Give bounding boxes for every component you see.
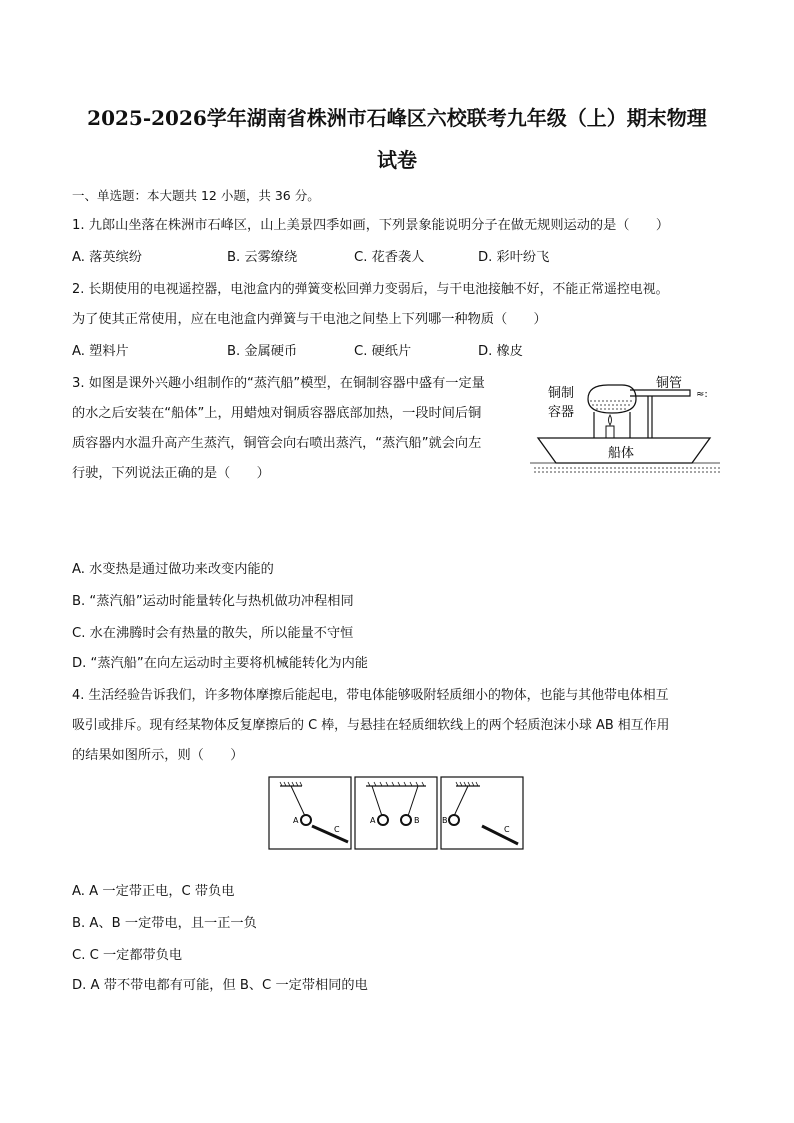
ball-b-2 bbox=[449, 815, 459, 825]
fig-label-hull: 船体 bbox=[608, 446, 635, 461]
q2-option-a: A. 塑料片 bbox=[72, 344, 129, 359]
q3-stem-line4: 行驶，下列说法正确的是（ ） bbox=[72, 466, 270, 481]
ball-a bbox=[301, 815, 311, 825]
q4-option-a: A. A 一定带正电，C 带负电 bbox=[72, 884, 235, 899]
steam-mark: ≈: bbox=[696, 389, 708, 400]
q3-stem-line1: 3. 如图是课外兴趣小组制作的“蒸汽船”模型，在铜制容器中盛有一定量 bbox=[72, 376, 485, 391]
q3-option-c: C. 水在沸腾时会有热量的散失，所以能量不守恒 bbox=[72, 626, 354, 641]
fig-label-tube: 铜管 bbox=[656, 376, 683, 391]
q2-option-b: B. 金属硬币 bbox=[227, 344, 298, 359]
fig-label-container-2: 容器 bbox=[548, 405, 575, 420]
q3-option-b: B. “蒸汽船”运动时能量转化与热机做功冲程相同 bbox=[72, 594, 354, 609]
fig-label-container-1: 铜制 bbox=[548, 386, 575, 401]
ball-b bbox=[401, 815, 411, 825]
q4-option-d: D. A 带不带电都有可能，但 B、C 一定带相同的电 bbox=[72, 978, 368, 993]
q1-option-b: B. 云雾缭绕 bbox=[227, 250, 298, 265]
q3-option-d: D. “蒸汽船”在向左运动时主要将机械能转化为内能 bbox=[72, 656, 368, 671]
q2-option-d: D. 橡皮 bbox=[478, 344, 523, 359]
q4-option-b: B. A、B 一定带电，且一正一负 bbox=[72, 916, 257, 931]
exam-title-line2: 试卷 bbox=[377, 148, 417, 172]
rod-c-2 bbox=[482, 826, 518, 844]
q1-option-d: D. 彩叶纷飞 bbox=[478, 250, 550, 265]
q3-option-a: A. 水变热是通过做功来改变内能的 bbox=[72, 562, 274, 577]
label-c: C bbox=[334, 825, 340, 834]
q2-stem-line2: 为了使其正常使用，应在电池盒内弹簧与干电池之间垫上下列哪一种物质（ ） bbox=[72, 312, 547, 327]
q4-stem-line1: 4. 生活经验告诉我们，许多物体摩擦后能起电，带电体能够吸附轻质细小的物体，也能与其他带电体相互 bbox=[72, 688, 669, 703]
q3-stem-line2: 的水之后安装在“船体”上，用蜡烛对铜质容器底部加热，一段时间后铜 bbox=[72, 406, 482, 421]
label-b-2: B bbox=[442, 816, 448, 825]
exam-title-line1: 2025-2026学年湖南省株洲市石峰区六校联考九年级（上）期末物理 bbox=[87, 106, 707, 130]
q3-stem-line3: 质容器内水温升高产生蒸汽，铜管会向右喷出蒸汽，“蒸汽船”就会向左 bbox=[72, 436, 482, 451]
q4-option-c: C. C 一定都带负电 bbox=[72, 948, 183, 963]
charged-balls-figure bbox=[268, 776, 528, 852]
rod-c bbox=[312, 826, 348, 842]
q2-stem-line1: 2. 长期使用的电视遥控器，电池盒内的弹簧变松回弹力变弱后，与干电池接触不好，不能正常遥控电视。 bbox=[72, 282, 669, 297]
label-a-2: A bbox=[370, 816, 376, 825]
q1-option-c: C. 花香袭人 bbox=[354, 250, 425, 265]
section-heading: 一、单选题：本大题共 12 小题，共 36 分。 bbox=[72, 188, 320, 203]
candle bbox=[606, 426, 614, 438]
q4-stem-line3: 的结果如图所示，则（ ） bbox=[72, 748, 244, 763]
q1-option-a: A. 落英缤纷 bbox=[72, 250, 142, 265]
steamboat-figure bbox=[530, 368, 730, 483]
label-b: B bbox=[414, 816, 420, 825]
q4-stem-line2: 吸引或排斥。现有经某物体反复摩擦后的 C 棒，与悬挂在轻质细软线上的两个轻质泡沫小球 AB 相互作用 bbox=[72, 718, 670, 733]
ball-a-2 bbox=[378, 815, 388, 825]
label-c-2: C bbox=[504, 825, 510, 834]
label-a: A bbox=[293, 816, 299, 825]
q2-option-c: C. 硬纸片 bbox=[354, 344, 412, 359]
q1-stem: 1. 九郎山坐落在株洲市石峰区，山上美景四季如画，下列景象能说明分子在做无规则运动的是（ ） bbox=[72, 218, 670, 233]
